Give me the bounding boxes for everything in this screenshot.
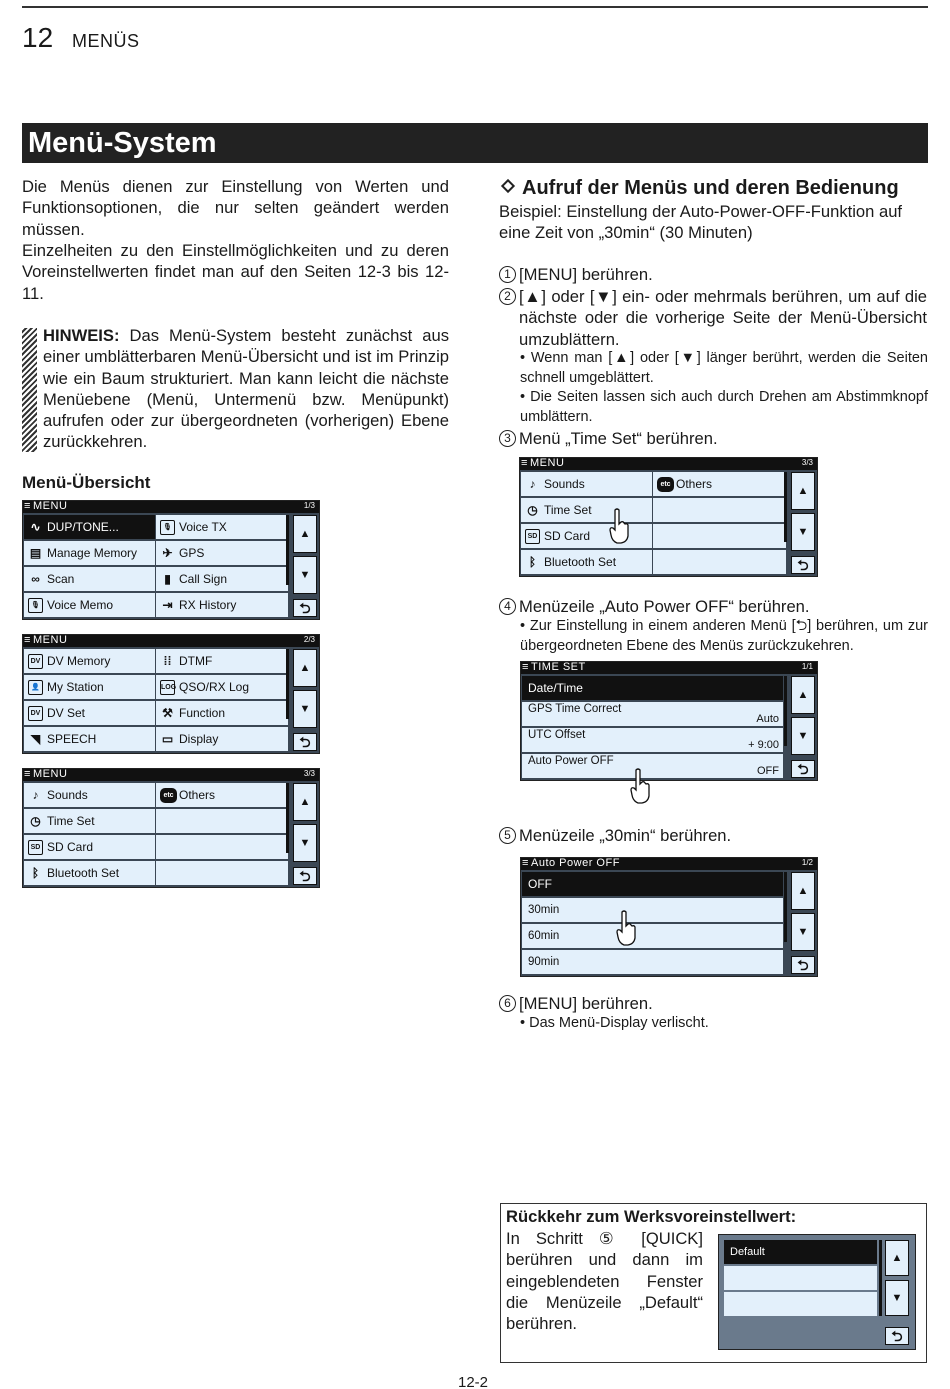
scrollbar[interactable] — [784, 676, 787, 746]
menu-item-label: Bluetooth Set — [544, 555, 617, 569]
row-label: Auto Power OFF — [528, 755, 614, 767]
menu-item-label: SD Card — [544, 529, 591, 543]
page-down-button[interactable]: ▼ — [293, 556, 317, 594]
page-footer: 12-2 — [458, 1374, 489, 1389]
menu-item-label: Function — [179, 706, 226, 720]
step-text: [MENU] berühren. — [519, 265, 653, 284]
menu-item-label: Bluetooth Set — [47, 866, 120, 880]
intro-paragraph-2: Einzelheiten zu den Einstellmöglichkeiten und zu deren Voreinstellwerten findet man auf den Seiten 12-3 bis 12-11. — [22, 241, 449, 303]
menu-item-label: Time Set — [544, 503, 592, 517]
menu-item-label: My Station — [47, 680, 104, 694]
page-down-button[interactable]: ▼ — [791, 513, 815, 551]
menu-item-label: Time Set — [47, 814, 95, 828]
menu-item[interactable] — [24, 835, 155, 859]
menu-item[interactable] — [521, 550, 652, 574]
row-label: UTC Offset — [528, 729, 586, 741]
screen-title: ≡ MENU — [33, 768, 67, 780]
screen-page-indicator: 1/3 — [303, 501, 315, 510]
menu-item-label: Others — [179, 788, 216, 802]
menu-item[interactable] — [24, 567, 155, 591]
time-set-row[interactable] — [522, 728, 783, 752]
step-number: 3 — [499, 430, 516, 447]
speech-icon: ◥ — [30, 732, 41, 746]
menu-item-label: DV Set — [47, 706, 86, 720]
page-up-button[interactable]: ▲ — [293, 515, 317, 553]
menu-item[interactable] — [156, 727, 288, 751]
binoculars-icon: ∞ — [31, 572, 40, 586]
row-value: + 9:00 — [748, 739, 779, 751]
menu-item[interactable] — [156, 649, 288, 673]
menu-item[interactable] — [24, 675, 155, 699]
page-up-button[interactable]: ▲ — [791, 472, 815, 510]
screen-page-indicator: 3/3 — [801, 458, 813, 467]
page-down-button[interactable]: ▼ — [293, 824, 317, 862]
time-set-row[interactable] — [522, 702, 783, 726]
menu-item[interactable] — [24, 541, 155, 565]
option-label: 90min — [528, 956, 560, 968]
option-row[interactable] — [724, 1240, 877, 1264]
menu-item-label: RX History — [179, 598, 237, 612]
step-2-bullet-1: • Wenn man [▲] oder [▼] länger berührt, werden die Seiten schnell umgeblättert. — [520, 350, 928, 386]
menu-item[interactable] — [24, 649, 155, 673]
tip-heading: Rückkehr zum Werksvoreinstellwert: — [506, 1207, 797, 1226]
scrollbar[interactable] — [286, 515, 289, 585]
scrollbar[interactable] — [879, 1240, 882, 1316]
menu-item[interactable] — [24, 861, 155, 885]
menu-item-label: GPS — [179, 546, 205, 560]
screen-title: ≡ Auto Power OFF — [531, 857, 620, 869]
menu-screen-page-2 — [22, 634, 320, 754]
screen-page-indicator: 1/2 — [801, 858, 813, 867]
menu-item-empty — [156, 809, 288, 833]
keypad-icon: ⁞⁞ — [163, 654, 172, 668]
tip-text: In Schritt ⑤ [QUICK] berühren und dann im eingeblendeten Fenster die Menüzeile „Default“ berühren. — [506, 1229, 703, 1334]
menu-item-label: Voice TX — [179, 520, 227, 534]
example-text: Beispiel: Einstellung der Auto-Power-OFF-Funktion auf eine Zeit von „30min“ (30 Minuten) — [499, 202, 903, 243]
header-rule — [22, 6, 928, 8]
menu-item-label: Display — [179, 732, 219, 746]
step-number: 1 — [499, 266, 516, 283]
display-icon: ▭ — [161, 732, 174, 746]
menu-item[interactable] — [521, 524, 652, 548]
screen-title: ≡ MENU — [33, 634, 67, 646]
menu-item-empty — [156, 835, 288, 859]
scrollbar[interactable] — [784, 472, 787, 542]
menu-item-empty — [156, 861, 288, 885]
page-up-button[interactable]: ▲ — [885, 1240, 909, 1276]
page-down-button[interactable]: ▼ — [293, 690, 317, 728]
note-label: HINWEIS: — [43, 326, 120, 345]
etc-icon: etc — [657, 477, 674, 492]
sd-card-icon: SD — [525, 529, 540, 544]
procedure-heading — [499, 177, 899, 200]
menu-item[interactable] — [653, 472, 786, 496]
menu-item[interactable] — [156, 515, 288, 539]
satellite-icon: ✈ — [162, 546, 173, 560]
step-number: 6 — [499, 995, 516, 1012]
menu-screen-step-3 — [519, 457, 818, 577]
log-icon: LOG — [160, 680, 175, 695]
microphone-icon: 🎙 — [160, 520, 175, 535]
bluetooth-icon: ᛒ — [31, 866, 40, 880]
dup-tone-icon: ∿ — [30, 520, 41, 534]
step-number: 4 — [499, 598, 516, 615]
step-number: 5 — [499, 827, 516, 844]
menu-item-label: Scan — [47, 572, 75, 586]
screen-title: ≡ TIME SET — [531, 661, 586, 673]
scrollbar[interactable] — [286, 649, 289, 719]
option-label: 30min — [528, 904, 560, 916]
menu-item[interactable] — [24, 809, 155, 833]
etc-icon: etc — [160, 788, 177, 803]
music-note-icon: ♪ — [32, 788, 39, 802]
menu-item[interactable] — [521, 472, 652, 496]
page-up-button[interactable]: ▲ — [293, 649, 317, 687]
time-set-screen — [520, 661, 818, 781]
step-text: Menü „Time Set“ berühren. — [519, 429, 718, 448]
step-text: Menüzeile „Auto Power OFF“ berühren. — [519, 597, 810, 616]
page-down-button[interactable]: ▼ — [791, 717, 815, 755]
menu-item-empty — [653, 524, 786, 548]
step-text: [MENU] berühren. — [519, 994, 653, 1013]
menu-item-label: Voice Memo — [47, 598, 114, 612]
procedure-heading-text: Aufruf der Menüs und deren Bedienung — [522, 177, 899, 199]
voice-memo-icon: 🎙 — [28, 598, 43, 613]
page-up-button[interactable]: ▲ — [791, 872, 815, 910]
step-text: [▲] oder [▼] ein- oder mehrmals berühren, um auf die nächste oder die vorherige Seite der Menü-Übersicht umzublättern. — [519, 287, 927, 349]
option-row[interactable] — [724, 1266, 877, 1290]
touch-hand-icon — [609, 508, 629, 544]
rx-history-icon: ⇥ — [162, 598, 173, 612]
menu-item[interactable] — [24, 515, 155, 539]
radio-cs-icon: ▮ — [164, 572, 171, 586]
chapter-title: MENÜS — [72, 31, 140, 51]
default-screen — [718, 1234, 916, 1350]
dv-memory-icon: DV — [28, 654, 43, 669]
option-row[interactable] — [724, 1292, 877, 1316]
page-down-button[interactable]: ▼ — [791, 913, 815, 951]
tools-icon: ⚒ — [162, 706, 173, 720]
menu-item[interactable] — [24, 727, 155, 751]
menu-item[interactable] — [24, 783, 155, 807]
menu-item-label: DTMF — [179, 654, 213, 668]
clock-icon: ◷ — [527, 503, 538, 517]
screen-title-bar — [23, 501, 319, 513]
menu-item-label: DUP/TONE... — [47, 520, 119, 534]
screen-page-indicator: 2/3 — [303, 635, 315, 644]
option-row[interactable] — [522, 898, 783, 922]
scrollbar[interactable] — [784, 872, 787, 942]
menu-screen-page-3 — [22, 768, 320, 888]
menu-item-label: SPEECH — [47, 732, 97, 746]
menu-item-label: QSO/RX Log — [179, 680, 250, 694]
option-label: 60min — [528, 930, 560, 942]
screen-title-bar — [520, 458, 817, 470]
step-4-bullet: • Zur Einstellung in einem anderen Menü [⮌] berühren, um zur übergeordneten Ebene des Menüs zurückzukehren. — [520, 618, 928, 654]
page-down-button[interactable]: ▼ — [885, 1280, 909, 1316]
step-number: 2 — [499, 288, 516, 305]
touch-hand-icon — [616, 910, 636, 946]
step-2-bullet-2: • Die Seiten lassen sich auch durch Drehen am Abstimmknopf umblättern. — [520, 389, 928, 425]
screen-page-indicator: 1/1 — [801, 662, 813, 671]
menu-item[interactable] — [156, 675, 288, 699]
note-hatch-icon — [22, 328, 37, 452]
time-set-row[interactable] — [522, 754, 783, 778]
time-set-row[interactable] — [522, 676, 783, 700]
row-label: GPS Time Correct — [528, 703, 622, 715]
scrollbar[interactable] — [286, 783, 289, 853]
menu-item-label: Call Sign — [179, 572, 228, 586]
auto-power-off-screen — [520, 857, 818, 977]
menu-item[interactable] — [156, 541, 288, 565]
back-button[interactable]: ⮌ — [293, 599, 317, 617]
screen-title: ≡ MENU — [33, 500, 67, 512]
person-icon: 👤 — [28, 680, 43, 695]
back-button[interactable]: ⮌ — [885, 1327, 909, 1345]
option-label: OFF — [528, 877, 552, 891]
menu-item-label: DV Memory — [47, 654, 111, 668]
back-button[interactable]: ⮌ — [791, 556, 815, 574]
intro-paragraph-1: Die Menüs dienen zur Einstellung von Werten und Funktionsoptionen, die nur selten geändert werden müssen. — [22, 177, 449, 239]
memory-icon: ▤ — [29, 546, 42, 560]
menu-item-label: Sounds — [544, 477, 585, 491]
screen-title-bar — [23, 769, 319, 781]
option-row[interactable] — [522, 924, 783, 948]
menu-screen-page-1 — [22, 500, 320, 620]
note-text: Das Menü-System besteht zunächst aus einer umblätterbaren Menü-Übersicht und ist im Prinzip wie ein Baum strukturiert. Man kann leicht die nächste Menüebene (Menü, Untermenü bzw. Menüpunkt) aufrufen oder zur übergeordneten (vorherigen) Ebene zurückkehren. — [43, 326, 449, 452]
back-button[interactable]: ⮌ — [791, 956, 815, 974]
screen-title-bar — [23, 635, 319, 647]
page-up-button[interactable]: ▲ — [791, 676, 815, 714]
menu-item[interactable] — [156, 593, 288, 617]
row-label: Date/Time — [528, 681, 583, 695]
menu-item[interactable] — [156, 701, 288, 725]
chapter-number: 12 — [22, 22, 54, 53]
menu-item-label: SD Card — [47, 840, 94, 854]
page-up-button[interactable]: ▲ — [293, 783, 317, 821]
menu-item-label: Others — [676, 477, 713, 491]
menu-item[interactable] — [156, 567, 288, 591]
note — [43, 325, 449, 453]
option-row[interactable] — [522, 950, 783, 974]
back-button[interactable]: ⮌ — [293, 733, 317, 751]
music-note-icon: ♪ — [529, 477, 536, 491]
clock-icon: ◷ — [30, 814, 41, 828]
menu-item-empty — [653, 550, 786, 574]
screen-page-indicator: 3/3 — [303, 769, 315, 778]
menu-item-label: Manage Memory — [47, 546, 138, 560]
option-row[interactable] — [522, 872, 783, 896]
back-button[interactable]: ⮌ — [791, 760, 815, 778]
overview-heading: Menü-Übersicht — [22, 473, 151, 492]
menu-item[interactable] — [24, 701, 155, 725]
step-6-bullet: • Das Menü-Display verlischt. — [520, 1015, 709, 1031]
step-text: Menüzeile „30min“ berühren. — [519, 826, 732, 845]
menu-item[interactable] — [24, 593, 155, 617]
menu-item[interactable] — [521, 498, 652, 522]
dv-set-icon: DV — [28, 706, 43, 721]
sd-card-icon: SD — [28, 840, 43, 855]
bluetooth-icon: ᛒ — [528, 555, 537, 569]
menu-item-empty — [653, 498, 786, 522]
row-value: Auto — [756, 713, 779, 725]
menu-item-label: Sounds — [47, 788, 88, 802]
touch-hand-icon — [630, 768, 650, 804]
screen-title: ≡ MENU — [530, 457, 564, 469]
option-label: Default — [730, 1246, 765, 1258]
menu-item[interactable] — [156, 783, 288, 807]
back-button[interactable]: ⮌ — [293, 867, 317, 885]
row-value: OFF — [757, 765, 779, 777]
section-title: Menü-System — [28, 127, 217, 159]
diamond-icon — [501, 179, 515, 193]
